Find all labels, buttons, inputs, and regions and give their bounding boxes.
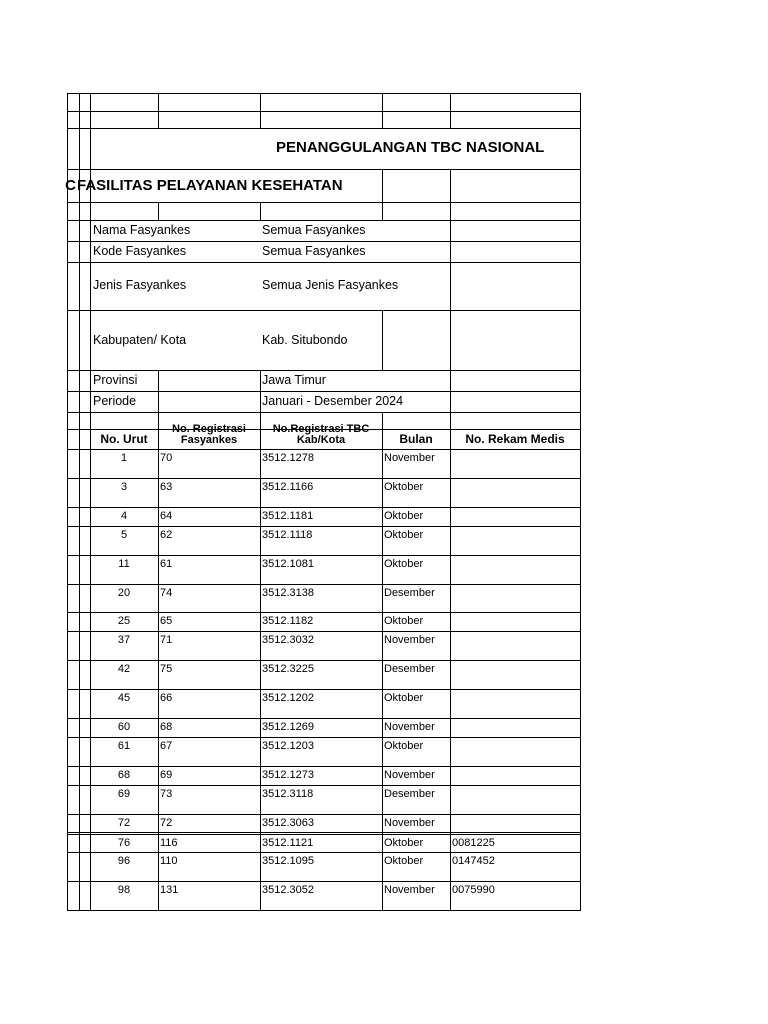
column-header-bulan: Bulan xyxy=(399,432,433,446)
cell-no-reg-fasyankes: 67 xyxy=(160,740,173,752)
header-line: No. Registrasi xyxy=(172,423,246,435)
info-value: Semua Fasyankes xyxy=(262,223,366,237)
cell-bulan: Desember xyxy=(384,788,435,800)
cell-no-reg-tbc: 3512.1081 xyxy=(262,558,314,570)
info-value: Jawa Timur xyxy=(262,373,326,387)
cell-no-reg-tbc: 3512.1278 xyxy=(262,452,314,464)
cell-no-urut: 98 xyxy=(117,884,131,896)
cell-no-urut: 60 xyxy=(117,721,131,733)
cell-no-reg-tbc: 3512.3052 xyxy=(262,884,314,896)
cell-no-reg-tbc: 3512.3138 xyxy=(262,587,314,599)
cell-no-reg-tbc: 3512.1202 xyxy=(262,692,314,704)
cell-no-urut: 76 xyxy=(117,837,131,849)
cell-bulan: Oktober xyxy=(384,837,424,849)
cell-no-reg-fasyankes: 65 xyxy=(160,615,173,627)
cell-bulan: Oktober xyxy=(384,558,424,570)
cell-no-reg-fasyankes: 110 xyxy=(160,855,178,867)
cell-no-urut: 4 xyxy=(120,510,128,522)
cell-bulan: Desember xyxy=(384,587,435,599)
column-header-no-rekam-medis: No. Rekam Medis xyxy=(465,432,565,446)
cell-no-urut: 42 xyxy=(117,663,131,675)
cell-no-reg-tbc: 3512.1269 xyxy=(262,721,314,733)
cell-bulan: November xyxy=(384,721,435,733)
cell-no-urut: 61 xyxy=(117,740,131,752)
cell-no-urut: 45 xyxy=(117,692,131,704)
info-label: Jenis Fasyankes xyxy=(93,278,187,292)
info-value: Semua Fasyankes xyxy=(262,244,366,258)
cell-no-rekam-medis: 0075990 xyxy=(452,884,495,896)
cell-no-urut: 69 xyxy=(117,788,131,800)
column-header-no-urut: No. Urut xyxy=(100,432,148,446)
cell-no-reg-fasyankes: 61 xyxy=(160,558,173,570)
document-title: PENANGGULANGAN TBC NASIONAL xyxy=(276,139,545,156)
cell-no-reg-fasyankes: 73 xyxy=(160,788,173,800)
cell-bulan: Oktober xyxy=(384,855,424,867)
header-line: No.Registrasi TBC xyxy=(272,423,370,435)
cell-no-reg-tbc: 3512.1182 xyxy=(262,615,314,627)
cell-no-reg-fasyankes: 66 xyxy=(160,692,173,704)
cell-no-urut: 20 xyxy=(117,587,131,599)
cell-no-reg-fasyankes: 72 xyxy=(160,817,173,829)
info-value: Januari - Desember 2024 xyxy=(262,394,404,408)
subtitle-prefix: C xyxy=(65,177,76,194)
cell-no-reg-tbc: 3512.3032 xyxy=(262,634,314,646)
cell-bulan: November xyxy=(384,884,435,896)
cell-bulan: November xyxy=(384,634,435,646)
info-label: Kabupaten/ Kota xyxy=(93,333,187,347)
cell-bulan: November xyxy=(384,769,435,781)
cell-bulan: November xyxy=(384,817,435,829)
cell-no-reg-fasyankes: 131 xyxy=(160,884,179,896)
cell-no-rekam-medis: 0147452 xyxy=(452,855,495,867)
cell-no-urut: 25 xyxy=(117,615,131,627)
header-line: Kab/Kota xyxy=(296,434,346,446)
cell-no-reg-tbc: 3512.1203 xyxy=(262,740,314,752)
cell-no-reg-fasyankes: 63 xyxy=(160,481,173,493)
cell-no-reg-fasyankes: 69 xyxy=(160,769,173,781)
cell-no-urut: 96 xyxy=(117,855,131,867)
cell-no-urut: 3 xyxy=(120,481,128,493)
info-label: Kode Fasyankes xyxy=(93,244,187,258)
cell-no-reg-tbc: 3512.1118 xyxy=(262,529,313,541)
cell-no-reg-fasyankes: 68 xyxy=(160,721,173,733)
cell-no-reg-tbc: 3512.1181 xyxy=(262,510,314,522)
document-subtitle: FASILITAS PELAYANAN KESEHATAN xyxy=(77,177,343,194)
cell-bulan: Oktober xyxy=(384,692,424,704)
cell-bulan: November xyxy=(384,452,435,464)
cell-no-urut: 37 xyxy=(117,634,131,646)
cell-no-reg-fasyankes: 70 xyxy=(160,452,173,464)
cell-no-urut: 72 xyxy=(117,817,131,829)
cell-no-reg-tbc: 3512.1095 xyxy=(262,855,314,867)
info-label: Nama Fasyankes xyxy=(93,223,191,237)
cell-bulan: Oktober xyxy=(384,615,424,627)
cell-no-reg-fasyankes: 64 xyxy=(160,510,173,522)
column-header-no-reg-tbc xyxy=(260,423,382,449)
cell-no-reg-tbc: 3512.1166 xyxy=(262,481,314,493)
cell-no-reg-fasyankes: 74 xyxy=(160,587,173,599)
cell-no-reg-fasyankes: 62 xyxy=(160,529,173,541)
cell-no-urut: 1 xyxy=(120,452,128,464)
cell-bulan: Oktober xyxy=(384,740,424,752)
cell-bulan: Oktober xyxy=(384,510,424,522)
cell-no-reg-fasyankes: 116 xyxy=(160,837,178,849)
cell-no-reg-fasyankes: 75 xyxy=(160,663,173,675)
cell-bulan: Oktober xyxy=(384,529,424,541)
header-line: Fasyankes xyxy=(180,434,238,446)
info-label: Provinsi xyxy=(93,373,138,387)
cell-no-reg-tbc: 3512.3063 xyxy=(262,817,314,829)
cell-no-reg-tbc: 3512.1273 xyxy=(262,769,314,781)
cell-no-urut: 5 xyxy=(120,529,128,541)
info-value: Semua Jenis Fasyankes xyxy=(262,278,399,292)
cell-no-rekam-medis: 0081225 xyxy=(452,837,495,849)
column-header-no-reg-fasyankes xyxy=(158,423,260,449)
cell-no-reg-tbc: 3512.3118 xyxy=(262,788,314,800)
cell-bulan: Oktober xyxy=(384,481,424,493)
cell-bulan: Desember xyxy=(384,663,435,675)
cell-no-reg-tbc: 3512.1121 xyxy=(262,837,314,849)
info-label: Periode xyxy=(93,394,137,408)
cell-no-reg-tbc: 3512.3225 xyxy=(262,663,314,675)
cell-no-reg-fasyankes: 71 xyxy=(160,634,173,646)
info-value: Kab. Situbondo xyxy=(262,333,348,347)
cell-no-urut: 68 xyxy=(117,769,131,781)
cell-no-urut: 11 xyxy=(118,558,130,570)
